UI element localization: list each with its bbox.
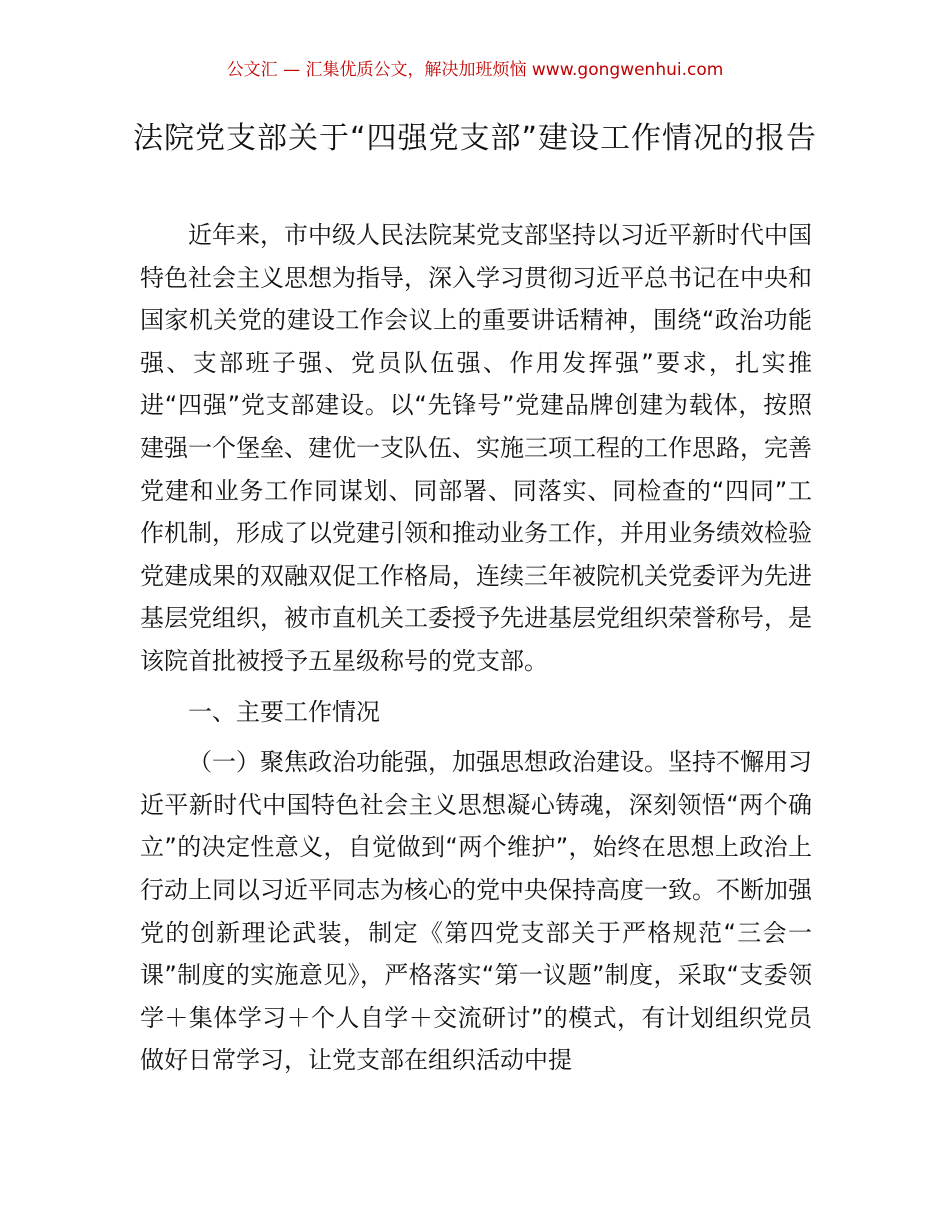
document-title: 法院党支部关于“四强党支部”建设工作情况的报告 xyxy=(132,121,818,156)
section-paragraph: （一）聚焦政治功能强，加强思想政治建设。坚持不懈用习近平新时代中国特色社会主义思想凝心铸魂，深刻领悟“两个确立”的决定性意义，自觉做到“两个维护”，始终在思想上政治上行动上同以习近平同志为核心的党中央保持高度一致。不断加强党的创新理论武装，制定《第四党支部关于严格规范“三会一课”制度的实施意见》，严格落实“第一议题”制度，采取“支委领学＋集体学习＋个人自学＋交流研讨”的模式，有计划组织党员做好日常学习，让党支部在组织活动中提 xyxy=(140,748,812,1075)
watermark-header[interactable]: 公文汇 — 汇集优质公文，解决加班烦恼 www.gongwenhui.com xyxy=(226,60,724,80)
intro-paragraph: 近年来，市中级人民法院某党支部坚持以习近平新时代中国特色社会主义思想为指导，深入学习贯彻习近平总书记在中央和国家机关党的建设工作会议上的重要讲话精神，围绕“政治功能强、支部班子强、党员队伍强、作用发挥强”要求，扎实推进“四强”党支部建设。以“先锋号”党建品牌创建为载体，按照建强一个堡垒、建优一支队伍、实施三项工程的工作思路，完善党建和业务工作同谋划、同部署、同落实、同检查的“四同”工作机制，形成了以党建引领和推动业务工作，并用业务绩效检验党建成果的双融双促工作格局，连续三年被院机关党委评为先进基层党组织，被市直机关工委授予先进基层党组织荣誉称号，是该院首批被授予五星级称号的党支部。 xyxy=(140,221,812,675)
paragraph-gap xyxy=(140,733,812,741)
paragraph-gap xyxy=(140,683,812,691)
document-body xyxy=(140,214,812,1082)
section-heading: 一、主要工作情况 xyxy=(188,697,380,726)
